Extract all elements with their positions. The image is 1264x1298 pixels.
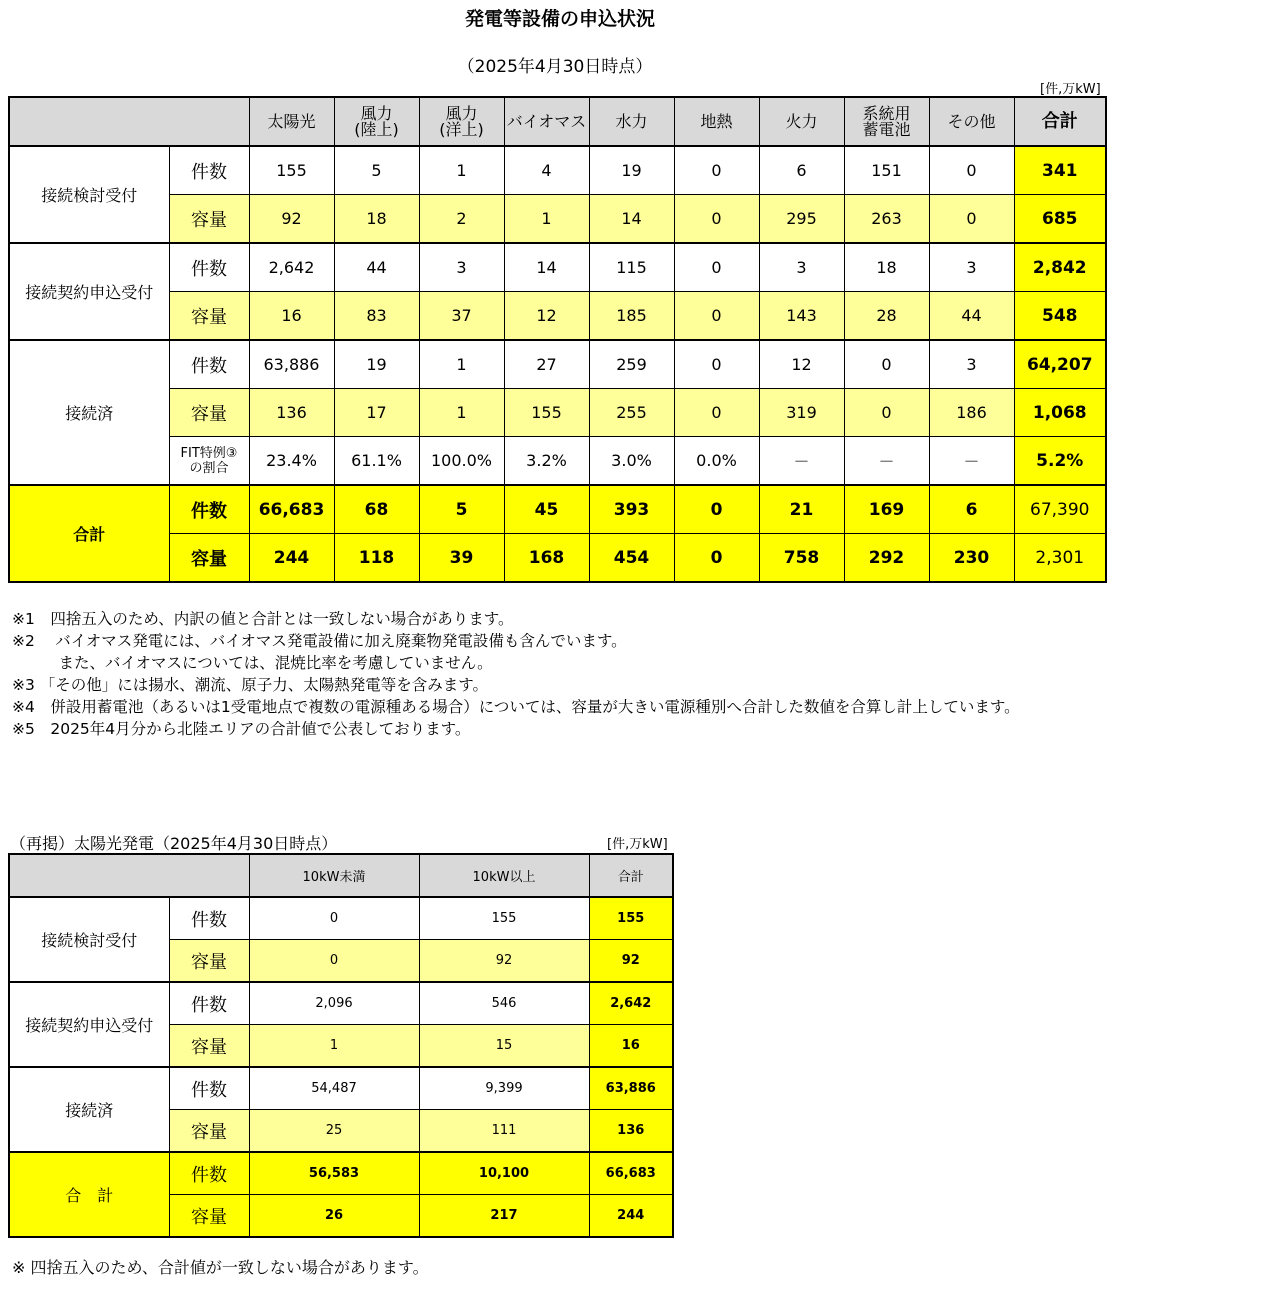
table-cell: 546: [419, 982, 589, 1025]
table-cell: 1: [419, 340, 504, 389]
total-cell: 1,068: [1014, 389, 1106, 437]
table-cell: 14: [504, 243, 589, 292]
table-cell: 0: [674, 340, 759, 389]
note-line: ※1 四捨五入のため、内訳の値と合計とは一致しない場合があります。: [12, 610, 514, 628]
total-cell: 155: [589, 897, 673, 940]
column-header: 合計: [1014, 97, 1106, 146]
column-header: 火力: [759, 97, 844, 146]
table-cell: 63,886: [249, 340, 334, 389]
total-cell: 244: [589, 1195, 673, 1238]
table-cell: 185: [589, 292, 674, 341]
solar-table-title: （再掲）太陽光発電（2025年4月30日時点）: [10, 834, 338, 853]
table-cell: 39: [419, 534, 504, 583]
table-cell: 28: [844, 292, 929, 341]
table-cell: 83: [334, 292, 419, 341]
row-label: 件数: [169, 1152, 249, 1195]
row-label: FIT特例③ の割合: [169, 437, 249, 486]
row-label: 容量: [169, 1110, 249, 1153]
table-cell: 295: [759, 195, 844, 244]
table-cell: 19: [334, 340, 419, 389]
table-cell: 92: [249, 195, 334, 244]
table-cell: 255: [589, 389, 674, 437]
table-cell: 1: [249, 1025, 419, 1068]
table-cell: －: [844, 437, 929, 486]
table-cell: 5: [419, 485, 504, 534]
table-cell: 217: [419, 1195, 589, 1238]
table-cell: 44: [334, 243, 419, 292]
column-header: 系統用 蓄電池: [844, 97, 929, 146]
table-cell: 0: [249, 940, 419, 983]
table-cell: 319: [759, 389, 844, 437]
total-cell: 136: [589, 1110, 673, 1153]
table-cell: 155: [504, 389, 589, 437]
solar-breakdown-table: [8, 853, 674, 1238]
table-cell: 44: [929, 292, 1014, 341]
group-label: 接続契約申込受付: [9, 243, 169, 340]
table-cell: 0: [674, 195, 759, 244]
table-cell: 0: [674, 292, 759, 341]
table-cell: 0: [674, 389, 759, 437]
group-label: 接続契約申込受付: [9, 982, 169, 1067]
application-status-table: [8, 96, 1107, 583]
table-cell: 1: [419, 146, 504, 195]
table-cell: 23.4%: [249, 437, 334, 486]
table-cell: 263: [844, 195, 929, 244]
page-title: 発電等設備の申込状況: [464, 8, 655, 30]
table-cell: 9,399: [419, 1067, 589, 1110]
header-row: [9, 97, 1106, 146]
table-cell: 115: [589, 243, 674, 292]
table-cell: 2: [419, 195, 504, 244]
group-label: 合計: [9, 485, 169, 582]
table-cell: 37: [419, 292, 504, 341]
row-label: 件数: [169, 485, 249, 534]
table-cell: 0: [674, 485, 759, 534]
note-line: ※4 併設用蓄電池（あるいは1受電地点で複数の電源種ある場合）については、容量が大きい電源種別へ合計した数値を合算し計上しています。: [12, 698, 1020, 716]
table-cell: －: [759, 437, 844, 486]
table-cell: 0.0%: [674, 437, 759, 486]
table-cell: 10,100: [419, 1152, 589, 1195]
total-cell: 341: [1014, 146, 1106, 195]
table-cell: 6: [759, 146, 844, 195]
table-cell: 3.2%: [504, 437, 589, 486]
group-label: 接続検討受付: [9, 146, 169, 243]
total-cell: 5.2%: [1014, 437, 1106, 486]
group-label: 接続済: [9, 340, 169, 485]
row-label: 容量: [169, 292, 249, 341]
note-line: ※3 「その他」には揚水、潮流、原子力、太陽熱発電等を含みます。: [12, 676, 489, 694]
total-cell: 2,301: [1014, 534, 1106, 583]
table-cell: 3.0%: [589, 437, 674, 486]
table-cell: 2,642: [249, 243, 334, 292]
total-cell: 92: [589, 940, 673, 983]
total-cell: 67,390: [1014, 485, 1106, 534]
total-cell: 66,683: [589, 1152, 673, 1195]
table-cell: 12: [504, 292, 589, 341]
table-cell: 393: [589, 485, 674, 534]
row-label: 容量: [169, 389, 249, 437]
row-label: 件数: [169, 340, 249, 389]
table-row: [9, 340, 1106, 389]
table-cell: 0: [929, 195, 1014, 244]
table-cell: 5: [334, 146, 419, 195]
table-cell: 100.0%: [419, 437, 504, 486]
table-cell: 151: [844, 146, 929, 195]
table-cell: 68: [334, 485, 419, 534]
column-header: 10kW未満: [249, 854, 419, 897]
table-cell: 18: [844, 243, 929, 292]
table-cell: 6: [929, 485, 1014, 534]
table-cell: 45: [504, 485, 589, 534]
table-cell: 136: [249, 389, 334, 437]
total-cell: 2,842: [1014, 243, 1106, 292]
group-label: 接続検討受付: [9, 897, 169, 982]
table-cell: 244: [249, 534, 334, 583]
table-cell: 0: [674, 146, 759, 195]
row-label: 容量: [169, 1025, 249, 1068]
table-cell: 56,583: [249, 1152, 419, 1195]
table-row: [9, 1067, 673, 1110]
table-cell: 12: [759, 340, 844, 389]
header-corner: [9, 97, 249, 146]
row-label: 容量: [169, 1195, 249, 1238]
table-row: [9, 897, 673, 940]
table-cell: 0: [844, 389, 929, 437]
table-cell: 155: [419, 897, 589, 940]
row-label: 件数: [169, 897, 249, 940]
total-cell: 685: [1014, 195, 1106, 244]
row-label: 容量: [169, 195, 249, 244]
column-header: 風力 (洋上): [419, 97, 504, 146]
table-row: [9, 243, 1106, 292]
table-cell: 155: [249, 146, 334, 195]
table-cell: 0: [674, 243, 759, 292]
table-cell: 454: [589, 534, 674, 583]
table-cell: 17: [334, 389, 419, 437]
table-cell: 19: [589, 146, 674, 195]
total-cell: 548: [1014, 292, 1106, 341]
column-header: バイオマス: [504, 97, 589, 146]
row-label: 容量: [169, 534, 249, 583]
table-cell: 21: [759, 485, 844, 534]
table-cell: 169: [844, 485, 929, 534]
column-header: 太陽光: [249, 97, 334, 146]
table-cell: 4: [504, 146, 589, 195]
note-line: また、バイオマスについては、混焼比率を考慮していません。: [12, 654, 493, 672]
as-of-date: （2025年4月30日時点）: [457, 57, 653, 77]
table-cell: 26: [249, 1195, 419, 1238]
table-cell: 2,096: [249, 982, 419, 1025]
header-row: [9, 854, 673, 897]
table-cell: 111: [419, 1110, 589, 1153]
table-cell: 3: [419, 243, 504, 292]
group-label: 合 計: [9, 1152, 169, 1237]
table-row: [9, 534, 1106, 583]
column-header: 10kW以上: [419, 854, 589, 897]
table-cell: 1: [419, 389, 504, 437]
total-cell: 63,886: [589, 1067, 673, 1110]
table-cell: 259: [589, 340, 674, 389]
table-row: [9, 146, 1106, 195]
table-row: [9, 292, 1106, 341]
table-cell: 186: [929, 389, 1014, 437]
table-row: [9, 195, 1106, 244]
table-row: [9, 437, 1106, 486]
row-label: 件数: [169, 982, 249, 1025]
column-header: 合計: [589, 854, 673, 897]
row-label: 件数: [169, 146, 249, 195]
table-cell: 230: [929, 534, 1014, 583]
total-cell: 2,642: [589, 982, 673, 1025]
table-cell: 18: [334, 195, 419, 244]
table-cell: 168: [504, 534, 589, 583]
table-cell: 66,683: [249, 485, 334, 534]
table-cell: 25: [249, 1110, 419, 1153]
table-cell: 3: [759, 243, 844, 292]
note-line: ※5 2025年4月分から北陸エリアの合計値で公表しております。: [12, 720, 471, 738]
table-cell: 0: [674, 534, 759, 583]
column-header: 地熱: [674, 97, 759, 146]
solar-unit-label: [件,万kW]: [607, 837, 668, 852]
table-cell: 0: [929, 146, 1014, 195]
table-cell: －: [929, 437, 1014, 486]
row-label: 件数: [169, 1067, 249, 1110]
table-cell: 3: [929, 243, 1014, 292]
table-cell: 54,487: [249, 1067, 419, 1110]
note-line: ※2 バイオマス発電には、バイオマス発電設備に加え廃棄物発電設備も含んでいます。: [12, 632, 627, 650]
table-cell: 758: [759, 534, 844, 583]
table-cell: 61.1%: [334, 437, 419, 486]
row-label: 容量: [169, 940, 249, 983]
column-header: 風力 (陸上): [334, 97, 419, 146]
table-cell: 292: [844, 534, 929, 583]
table-cell: 0: [249, 897, 419, 940]
column-header: その他: [929, 97, 1014, 146]
table-row: [9, 485, 1106, 534]
table-cell: 15: [419, 1025, 589, 1068]
notes: [12, 608, 1020, 740]
table-cell: 143: [759, 292, 844, 341]
table-cell: 0: [844, 340, 929, 389]
table-row: [9, 1152, 673, 1195]
footnote: ※ 四捨五入のため、合計値が一致しない場合があります。: [12, 1258, 429, 1277]
table-cell: 92: [419, 940, 589, 983]
column-header: 水力: [589, 97, 674, 146]
table-cell: 118: [334, 534, 419, 583]
total-cell: 64,207: [1014, 340, 1106, 389]
row-label: 件数: [169, 243, 249, 292]
table-cell: 27: [504, 340, 589, 389]
table-cell: 3: [929, 340, 1014, 389]
table-row: [9, 389, 1106, 437]
header-corner: [9, 854, 249, 897]
table-cell: 14: [589, 195, 674, 244]
total-cell: 16: [589, 1025, 673, 1068]
unit-label: [件,万kW]: [1040, 82, 1101, 97]
table-cell: 1: [504, 195, 589, 244]
table-cell: 16: [249, 292, 334, 341]
table-row: [9, 982, 673, 1025]
group-label: 接続済: [9, 1067, 169, 1152]
